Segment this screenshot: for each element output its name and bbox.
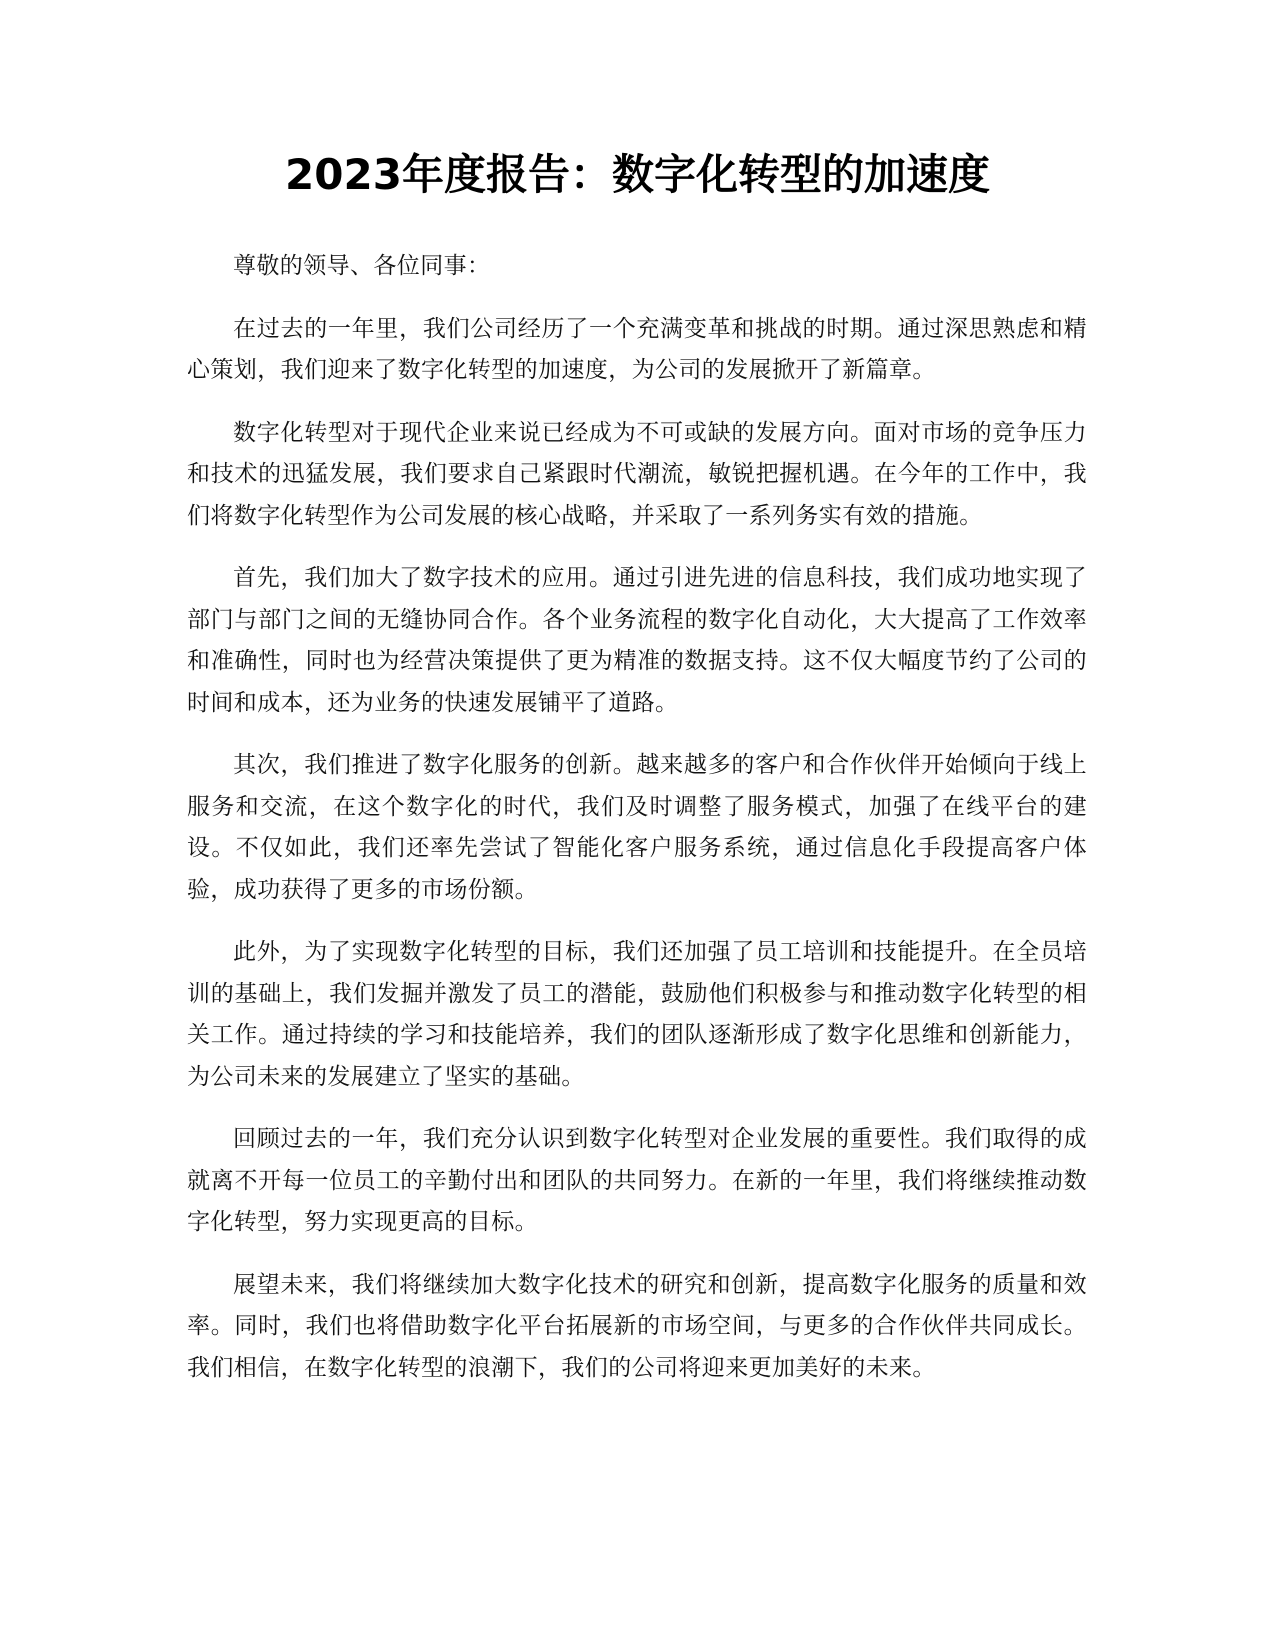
paragraph-4: 其次，我们推进了数字化服务的创新。越来越多的客户和合作伙伴开始倾向于线上服务和交流，在这个数字化的时代，我们及时调整了服务模式，加强了在线平台的建设。不仅如此，我们还率先尝试了智能化客户服务系统，通过信息化手段提高客户体验，成功获得了更多的市场份额。 xyxy=(187,752,1087,903)
paragraph-6: 回顾过去的一年，我们充分认识到数字化转型对企业发展的重要性。我们取得的成就离不开每一位员工的辛勤付出和团队的共同努力。在新的一年里，我们将继续推动数字化转型，努力实现更高的目标。 xyxy=(187,1126,1087,1235)
paragraph-2: 数字化转型对于现代企业来说已经成为不可或缺的发展方向。面对市场的竞争压力和技术的迅猛发展，我们要求自己紧跟时代潮流，敏锐把握机遇。在今年的工作中，我们将数字化转型作为公司发展的核心战略，并采取了一系列务实有效的措施。 xyxy=(187,419,1087,529)
paragraph-1: 在过去的一年里，我们公司经历了一个充满变革和挑战的时期。通过深思熟虑和精心策划，我们迎来了数字化转型的加速度，为公司的发展掀开了新篇章。 xyxy=(187,315,1087,383)
document-body xyxy=(187,246,1087,1410)
paragraph-7: 展望未来，我们将继续加大数字化技术的研究和创新，提高数字化服务的质量和效率。同时，我们也将借助数字化平台拓展新的市场空间，与更多的合作伙伴共同成长。我们相信，在数字化转型的浪潮下，我们的公司将迎来更加美好的未来。 xyxy=(187,1271,1087,1381)
paragraph-3: 首先，我们加大了数字技术的应用。通过引进先进的信息科技，我们成功地实现了部门与部门之间的无缝协同合作。各个业务流程的数字化自动化，大大提高了工作效率和准确性，同时也为经营决策提供了更为精准的数据支持。这不仅大幅度节约了公司的时间和成本，还为业务的快速发展铺平了道路。 xyxy=(187,565,1087,716)
paragraph-5: 此外，为了实现数字化转型的目标，我们还加强了员工培训和技能提升。在全员培训的基础上，我们发掘并激发了员工的潜能，鼓励他们积极参与和推动数字化转型的相关工作。通过持续的学习和技能培养，我们的团队逐渐形成了数字化思维和创新能力，为公司未来的发展建立了坚实的基础。 xyxy=(187,939,1087,1090)
document-title: 2023年度报告：数字化转型的加速度 xyxy=(285,150,990,199)
greeting: 尊敬的领导、各位同事： xyxy=(233,253,491,279)
